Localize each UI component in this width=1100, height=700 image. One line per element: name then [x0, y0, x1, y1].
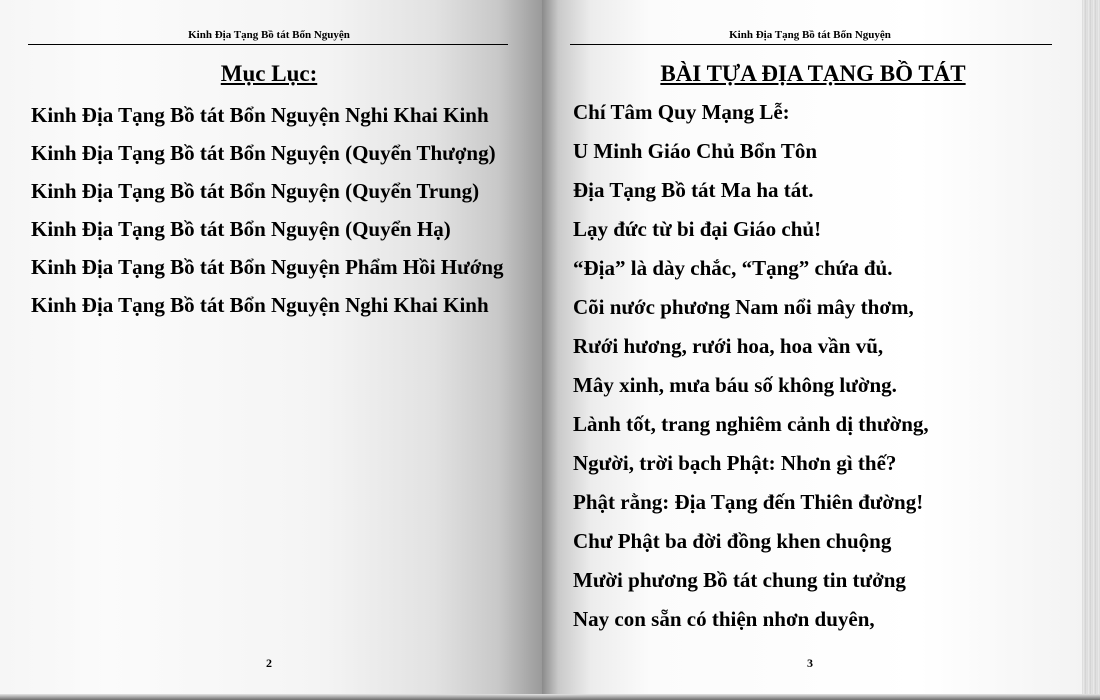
verse-line-4: Lạy đức từ bi đại Giáo chủ! [573, 217, 822, 241]
verse-line-10: Người, trời bạch Phật: Nhơn gì thế? [573, 451, 897, 475]
toc-entry-5[interactable]: Kinh Địa Tạng Bồ tát Bổn Nguyện Phẩm Hồi Hướng [31, 255, 504, 279]
page-stack-edge [1082, 0, 1100, 700]
toc-entry-4[interactable]: Kinh Địa Tạng Bồ tát Bổn Nguyện (Quyển Hạ) [31, 217, 451, 241]
toc-entry-6[interactable]: Kinh Địa Tạng Bồ tát Bổn Nguyện Nghi Khai Kinh [31, 293, 489, 317]
preface-heading: BÀI TỰA ĐỊA TẠNG BỒ TÁT [660, 61, 966, 86]
verse-line-1: Chí Tâm Quy Mạng Lễ: [573, 100, 790, 124]
left-page [0, 0, 542, 700]
toc-entry-2[interactable]: Kinh Địa Tạng Bồ tát Bổn Nguyện (Quyển Thượng) [31, 141, 496, 165]
preface-verses [573, 99, 1053, 645]
page-number-left: 2 [266, 656, 272, 670]
verse-line-5: “Địa” là dày chắc, “Tạng” chứa đủ. [573, 256, 893, 280]
verse-line-8: Mây xinh, mưa báu số không lường. [573, 373, 897, 397]
verse-line-9: Lành tốt, trang nghiêm cảnh dị thường, [573, 412, 929, 436]
verse-line-11: Phật rằng: Địa Tạng đến Thiên đường! [573, 490, 924, 514]
header-rule-right [570, 44, 1052, 45]
verse-line-2: U Minh Giáo Chủ Bổn Tôn [573, 139, 818, 163]
header-rule-left [28, 44, 508, 45]
verse-line-7: Rưới hương, rưới hoa, hoa vần vũ, [573, 334, 884, 358]
running-head-left: Kinh Địa Tạng Bồ tát Bổn Nguyện [188, 29, 350, 41]
right-page [542, 0, 1082, 700]
running-head-right: Kinh Địa Tạng Bồ tát Bổn Nguyện [729, 29, 891, 41]
table-of-contents [31, 102, 508, 330]
verse-line-3: Địa Tạng Bồ tát Ma ha tát. [573, 178, 814, 202]
verse-line-6: Cõi nước phương Nam nổi mây thơm, [573, 295, 914, 319]
toc-entry-3[interactable]: Kinh Địa Tạng Bồ tát Bổn Nguyện (Quyển Trung) [31, 179, 480, 203]
book-bottom-edge [0, 694, 1100, 700]
verse-line-14: Nay con sẵn có thiện nhơn duyên, [573, 607, 875, 631]
verse-line-13: Mười phương Bồ tát chung tin tưởng [573, 568, 906, 592]
page-number-right: 3 [807, 656, 813, 670]
toc-heading: Mục Lục: [220, 61, 318, 86]
verse-line-12: Chư Phật ba đời đồng khen chuộng [573, 529, 892, 553]
toc-entry-1[interactable]: Kinh Địa Tạng Bồ tát Bổn Nguyện Nghi Khai Kinh [31, 103, 489, 127]
